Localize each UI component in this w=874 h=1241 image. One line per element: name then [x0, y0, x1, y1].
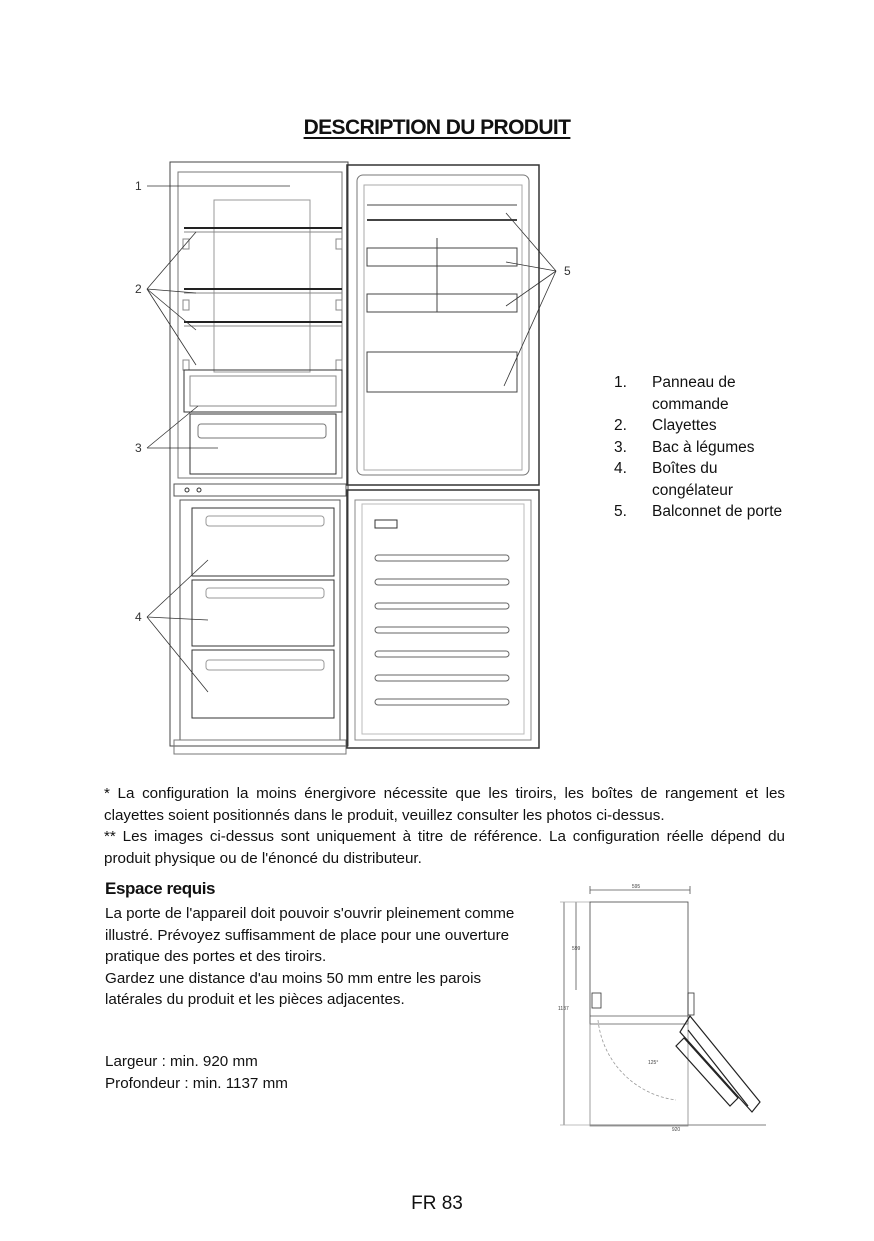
legend-item: 4. Boîtes du congélateur — [614, 460, 734, 499]
callout-3: 3 — [135, 441, 142, 455]
legend-item: 2. Clayettes — [614, 417, 717, 434]
width-requirement: Largeur : min. 920 mm — [105, 1053, 258, 1070]
legend-item: 5. Balconnet de porte — [614, 503, 783, 520]
space-paragraph: La porte de l'appareil doit pouvoir s'ouvrir pleinement comme illustré. Prévoyez suffisamment de place pour une ouverture pratique des portes et des tiroirs. — [105, 905, 515, 965]
legend-list — [614, 372, 784, 523]
note-reference-images: ** Les images ci-dessus sont uniquement à titre de référence. La configuration réelle dépend du produit physique ou de l'énoncé du distributeur. — [104, 828, 785, 867]
space-required-text — [105, 903, 515, 1011]
space-required-heading: Espace requis — [105, 879, 216, 898]
callout-2: 2 — [135, 282, 142, 296]
svg-text:1137: 1137 — [558, 1006, 569, 1012]
page-number: FR 83 — [411, 1193, 463, 1214]
page-title: DESCRIPTION DU PRODUIT — [303, 116, 571, 139]
fridge-diagram — [120, 150, 600, 765]
legend-item: 1. Panneau de commande — [614, 374, 736, 413]
svg-text:595: 595 — [631, 884, 641, 890]
clearance-diagram — [556, 880, 776, 1135]
notes — [104, 783, 785, 869]
space-paragraph: Gardez une distance d'au moins 50 mm entre les parois latérales du produit et les pièces adjacentes. — [105, 969, 482, 1008]
svg-text:920: 920 — [671, 1127, 681, 1133]
callout-4: 4 — [135, 610, 142, 624]
callout-5: 5 — [564, 264, 571, 278]
legend-item: 3. Bac à légumes — [614, 438, 755, 456]
note-energy-config: * La configuration la moins énergivore nécessite que les tiroirs, les boîtes de rangement et les clayettes soient positionnés dans le produit, veuillez consulter les photos ci-dessus. — [104, 785, 785, 824]
callout-1: 1 — [135, 179, 142, 193]
shelf-lines — [184, 228, 342, 322]
depth-requirement: Profondeur : min. 1137 mm — [105, 1075, 288, 1092]
svg-text:125°: 125° — [648, 1060, 659, 1066]
svg-text:599: 599 — [572, 946, 581, 952]
dimensions — [105, 1051, 288, 1095]
